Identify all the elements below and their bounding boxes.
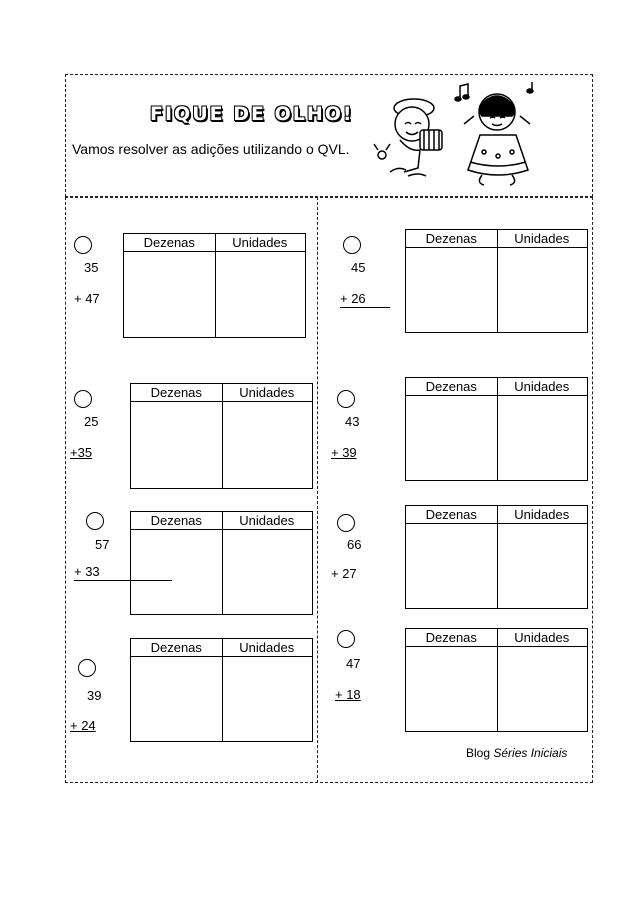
addend-bottom: + 39 bbox=[331, 445, 357, 460]
addend-top: 35 bbox=[84, 260, 99, 275]
addend-bottom: + 24 bbox=[70, 718, 96, 733]
addend-bottom: + 27 bbox=[331, 566, 357, 581]
units-header: Unidades bbox=[239, 640, 295, 655]
units-header: Unidades bbox=[232, 235, 288, 250]
answer-circle[interactable] bbox=[78, 659, 96, 677]
blog-credit bbox=[466, 745, 567, 761]
tens-header: Dezenas bbox=[150, 640, 202, 655]
units-header: Unidades bbox=[514, 231, 570, 246]
units-header: Unidades bbox=[514, 630, 570, 645]
answer-circle[interactable] bbox=[337, 514, 355, 532]
units-header: Unidades bbox=[239, 513, 295, 528]
tens-header: Dezenas bbox=[425, 379, 477, 394]
addend-top: 47 bbox=[346, 656, 361, 671]
addend-top: 25 bbox=[84, 414, 99, 429]
tens-header: Dezenas bbox=[150, 385, 202, 400]
column-divider bbox=[317, 197, 318, 783]
addend-bottom: + 26 bbox=[340, 291, 390, 308]
place-value-table bbox=[130, 638, 313, 742]
instruction-text: Vamos resolver as adições utilizando o QVL. bbox=[72, 141, 350, 157]
units-header: Unidades bbox=[514, 507, 570, 522]
place-value-table bbox=[123, 233, 306, 338]
place-value-table bbox=[130, 511, 313, 615]
addend-top: 43 bbox=[345, 414, 360, 429]
tens-header: Dezenas bbox=[150, 513, 202, 528]
place-value-table bbox=[405, 628, 588, 732]
addend-top: 66 bbox=[347, 537, 362, 552]
answer-circle[interactable] bbox=[337, 630, 355, 648]
place-value-table bbox=[405, 229, 588, 333]
answer-circle[interactable] bbox=[74, 236, 92, 254]
addend-bottom: +35 bbox=[70, 445, 93, 460]
answer-circle[interactable] bbox=[74, 390, 92, 408]
addend-bottom: + 47 bbox=[74, 291, 100, 306]
units-header: Unidades bbox=[239, 385, 295, 400]
tens-header: Dezenas bbox=[425, 630, 477, 645]
children-dancing-illustration bbox=[372, 80, 552, 190]
addend-top: 57 bbox=[95, 537, 110, 552]
place-value-table bbox=[405, 505, 588, 609]
tens-header: Dezenas bbox=[425, 507, 477, 522]
place-value-table bbox=[405, 377, 588, 481]
tens-header: Dezenas bbox=[425, 231, 477, 246]
answer-circle[interactable] bbox=[343, 236, 361, 254]
addend-bottom: + 18 bbox=[335, 687, 361, 702]
place-value-table bbox=[130, 383, 313, 489]
addend-top: 39 bbox=[87, 688, 102, 703]
tens-header: Dezenas bbox=[143, 235, 195, 250]
answer-circle[interactable] bbox=[86, 512, 104, 530]
answer-circle[interactable] bbox=[337, 390, 355, 408]
addend-top: 45 bbox=[351, 260, 366, 275]
blog-prefix: Blog bbox=[466, 746, 494, 760]
title-art: FIQUE DE OLHO! bbox=[150, 103, 354, 125]
blog-name: Séries Iniciais bbox=[493, 746, 568, 760]
units-header: Unidades bbox=[514, 379, 570, 394]
addend-bottom: + 33 bbox=[74, 564, 172, 581]
